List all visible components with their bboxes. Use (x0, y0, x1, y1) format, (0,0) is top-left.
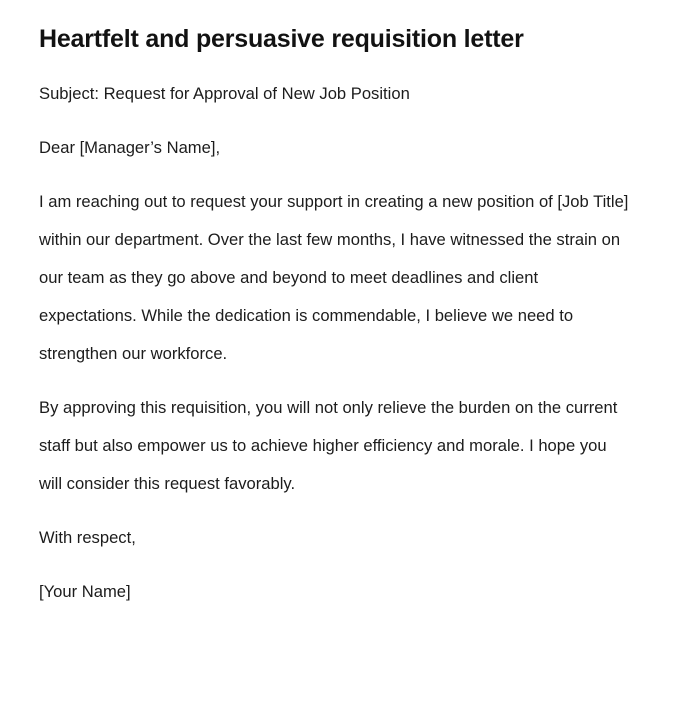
closing-line: With respect, (39, 528, 136, 548)
body-paragraph-2: By approving this requisition, you will not only relieve the burden on the current staff but also empower us to achieve higher efficiency and morale. I hope you will consider this request favorably. (39, 398, 618, 494)
signature-line: [Your Name] (39, 582, 131, 602)
subject-line: Subject: Request for Approval of New Job Position (39, 84, 410, 104)
salutation: Dear [Manager’s Name], (39, 138, 221, 158)
body-paragraph-1: I am reaching out to request your support in creating a new position of [Job Title] within our department. Over the last few months, I have witnessed the strain on our team as they go above and beyond to meet deadlines and client expectations. While the dedication is commendable, I believe we need to strengthen our workforce. (39, 192, 629, 364)
page-title: Heartfelt and persuasive requisition letter (39, 25, 524, 53)
